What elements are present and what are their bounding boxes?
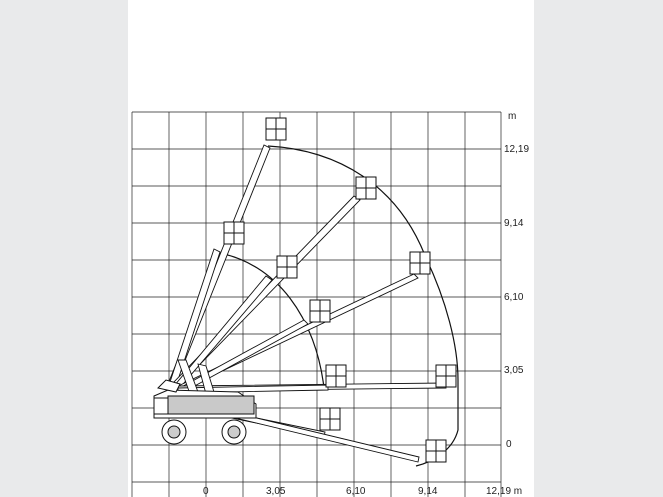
y-tick-label: 9,14 bbox=[504, 218, 524, 229]
y-tick-label: 12,19 bbox=[504, 144, 530, 155]
platform-basket bbox=[310, 300, 330, 322]
y-axis-labels bbox=[504, 111, 529, 450]
x-tick-label: 0 bbox=[203, 486, 209, 497]
x-tick-label: 6,10 bbox=[346, 486, 366, 497]
x-axis-labels bbox=[203, 486, 522, 497]
y-tick-label: 0 bbox=[506, 439, 512, 450]
platform-basket bbox=[326, 365, 346, 387]
platform-basket bbox=[266, 118, 286, 140]
y-tick-label: 3,05 bbox=[504, 365, 524, 376]
y-axis-unit: m bbox=[508, 111, 517, 122]
y-tick-label: 6,10 bbox=[504, 292, 524, 303]
x-tick-label: 12,19 m bbox=[486, 486, 523, 497]
working-range-diagram bbox=[128, 0, 534, 497]
platform-basket bbox=[224, 222, 244, 244]
diagram-panel bbox=[128, 0, 534, 497]
platform-basket bbox=[320, 408, 340, 430]
platform-basket bbox=[356, 177, 376, 199]
platform-basket bbox=[410, 252, 430, 274]
platform-basket bbox=[426, 440, 446, 462]
x-tick-label: 3,05 bbox=[266, 486, 286, 497]
platform-basket bbox=[277, 256, 297, 278]
x-tick-label: 9,14 bbox=[418, 486, 438, 497]
platform-basket bbox=[436, 365, 456, 387]
